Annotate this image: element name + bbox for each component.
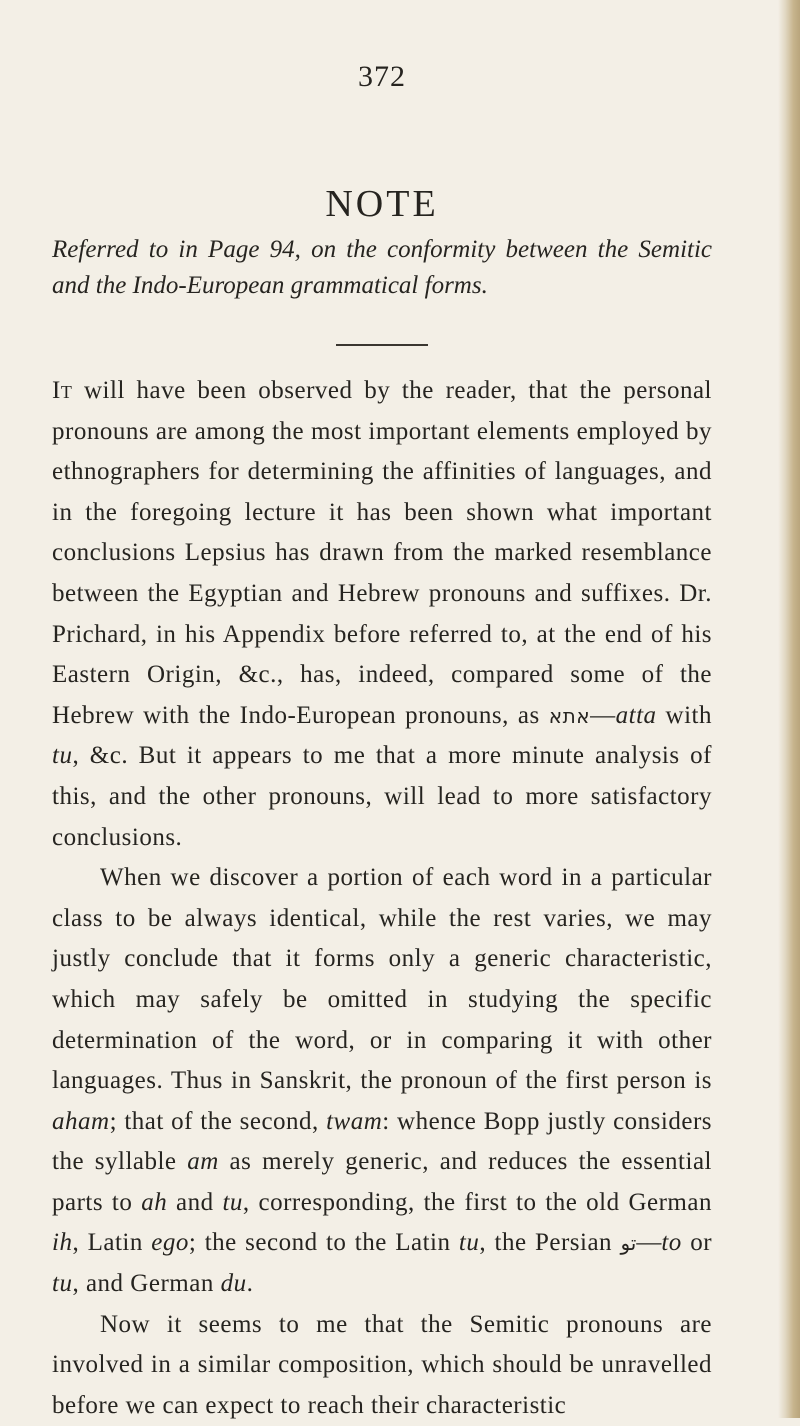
text-run: or [681, 1229, 713, 1257]
italic-term: tu [52, 742, 73, 770]
text-run: ; the second to the Latin [188, 1229, 459, 1257]
page-edge-shadow [778, 0, 800, 1418]
italic-term: tu [458, 1229, 480, 1257]
text-run: . [246, 1270, 254, 1298]
paragraph-2 [52, 858, 712, 1305]
text-run: , Latin [72, 1229, 152, 1257]
italic-term: tu [52, 1270, 73, 1298]
text-run: — [590, 701, 616, 729]
italic-term: du [220, 1270, 247, 1298]
text-run: Now it seems to me that the Semitic pronouns are involved in a similar composition, which should be unravelled before we can expect to reach their characteristic [52, 1310, 712, 1419]
italic-term: ah [141, 1188, 168, 1216]
text-run: will have been observed by the reader, that the personal pronouns are among the most important elements employed by ethnographers for determining the affinities of languages, and in the foregoing lecture it has been shown what important conclusions Lepsius has drawn from the marked resemblance between the Egyptian and Hebrew pronouns and suffixes. Dr. Prichard, in his Appendix before referred to, at the end of his Eastern Origin, &c., has, indeed, compared some of the Hebrew with the Indo-European pronouns, as [52, 377, 712, 729]
paragraph-1 [52, 371, 712, 858]
italic-term: aham [52, 1107, 110, 1135]
italic-term: ego [151, 1229, 189, 1257]
text-run: , and German [72, 1270, 221, 1298]
italic-term: tu [222, 1188, 243, 1216]
foreign-script: تو [620, 1231, 637, 1256]
italic-term: am [187, 1148, 219, 1176]
page-number: 372 [358, 60, 406, 93]
note-subtitle: Referred to in Page 94, on the conformity between the Semitic and the Indo-European grammatical forms. [52, 236, 712, 299]
text-run: : whence Bopp justly considers the syllable [52, 1107, 712, 1176]
text-run: , corresponding, the first to the old German [242, 1188, 712, 1216]
italic-term: to [661, 1229, 682, 1257]
text-run: and [167, 1188, 223, 1216]
text-run: , the Persian [479, 1229, 621, 1257]
text-run: with [656, 701, 713, 729]
italic-term: twam [326, 1107, 383, 1135]
paragraph-3 [52, 1305, 712, 1426]
section-divider [336, 344, 428, 346]
italic-term: atta [615, 701, 657, 729]
opening-word: It [52, 377, 73, 404]
text-run: ; that of the second, [109, 1107, 327, 1135]
note-heading: NOTE [325, 183, 439, 225]
text-run: , &c. But it appears to me that a more minute analysis of this, and the other pronouns, will lead to more satisfactory conclusions. [52, 742, 712, 851]
text-run: as merely generic, and reduces the essential parts to [52, 1148, 712, 1216]
book-page [52, 60, 712, 1426]
italic-term: ih [52, 1229, 73, 1257]
foreign-script: אתא [548, 703, 591, 728]
body-text [52, 371, 712, 1426]
text-run: — [636, 1229, 662, 1257]
text-run: When we discover a portion of each word in a particular class to be always identical, while the rest varies, we may justly conclude that it forms only a generic characteristic, which may safely be omitted in studying the specific determination of the word, or in comparing it with other languages. Thus in Sanskrit, the pronoun of the first person is [52, 864, 712, 1095]
